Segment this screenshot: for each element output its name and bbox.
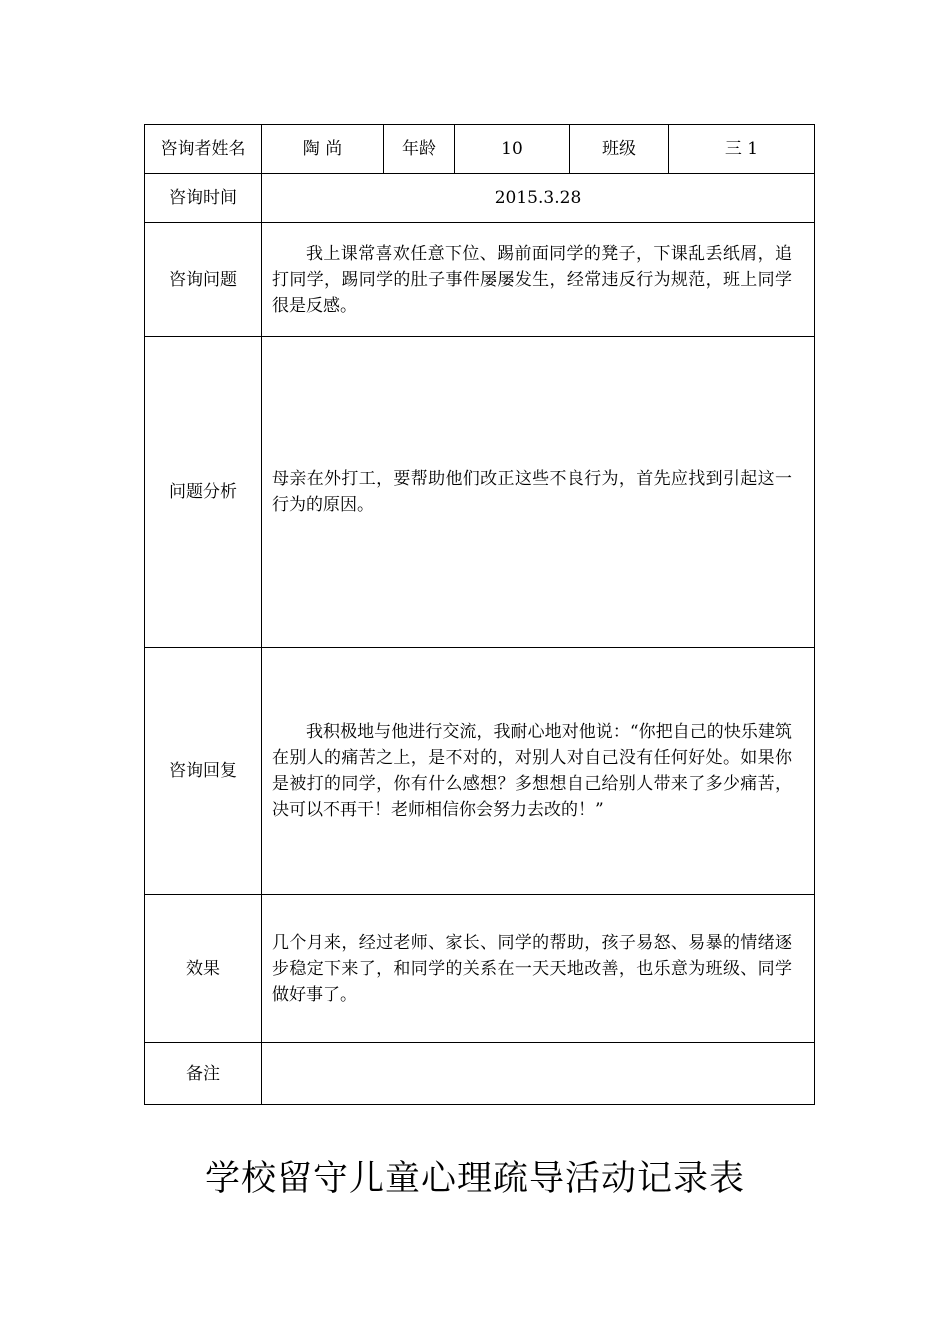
effect-text: 几个月来，经过老师、家长、同学的帮助，孩子易怒、易暴的情绪逐步稳定下来了，和同学的关系在一天天地改善，也乐意为班级、同学做好事了。 [272, 932, 792, 1005]
reply-label: 咨询回复 [145, 648, 262, 895]
time-value: 2015.3.28 [262, 174, 815, 223]
page-title: 学校留守儿童心理疏导活动记录表 [204, 1159, 745, 1199]
analysis-text: 母亲在外打工，要帮助他们改正这些不良行为，首先应找到引起这一行为的原因。 [272, 469, 792, 515]
problem-text: 我上课常喜欢任意下位、踢前面同学的凳子，下课乱丢纸屑，追打同学，踢同学的肚子事件屡屡发生，经常违反行为规范，班上同学很是反感。 [272, 243, 792, 316]
reply-cell [262, 648, 815, 895]
effect-cell [262, 895, 815, 1043]
remark-cell [262, 1043, 815, 1105]
analysis-row [145, 337, 815, 648]
analysis-label: 问题分析 [145, 337, 262, 648]
time-row [145, 174, 815, 223]
time-label: 咨询时间 [145, 174, 262, 223]
effect-label: 效果 [145, 895, 262, 1043]
age-value: 10 [455, 125, 570, 174]
class-value: 三 1 [669, 125, 815, 174]
reply-row [145, 648, 815, 895]
name-value: 陶 尚 [262, 125, 384, 174]
analysis-cell [262, 337, 815, 648]
problem-row [145, 223, 815, 337]
remark-label: 备注 [145, 1043, 262, 1105]
remark-row [145, 1043, 815, 1105]
problem-label: 咨询问题 [145, 223, 262, 337]
basic-info-row [145, 125, 815, 174]
age-label: 年龄 [384, 125, 455, 174]
name-label: 咨询者姓名 [145, 125, 262, 174]
consultation-record-table [144, 124, 815, 1105]
problem-cell [262, 223, 815, 337]
class-label: 班级 [570, 125, 669, 174]
effect-row [145, 895, 815, 1043]
reply-text: 我积极地与他进行交流，我耐心地对他说：“你把自己的快乐建筑在别人的痛苦之上，是不对的，对别人对自己没有任何好处。如果你是被打的同学，你有什么感想？多想想自己给别人带来了多少痛苦，决可以不再干！老师相信你会努力去改的！” [272, 722, 792, 820]
